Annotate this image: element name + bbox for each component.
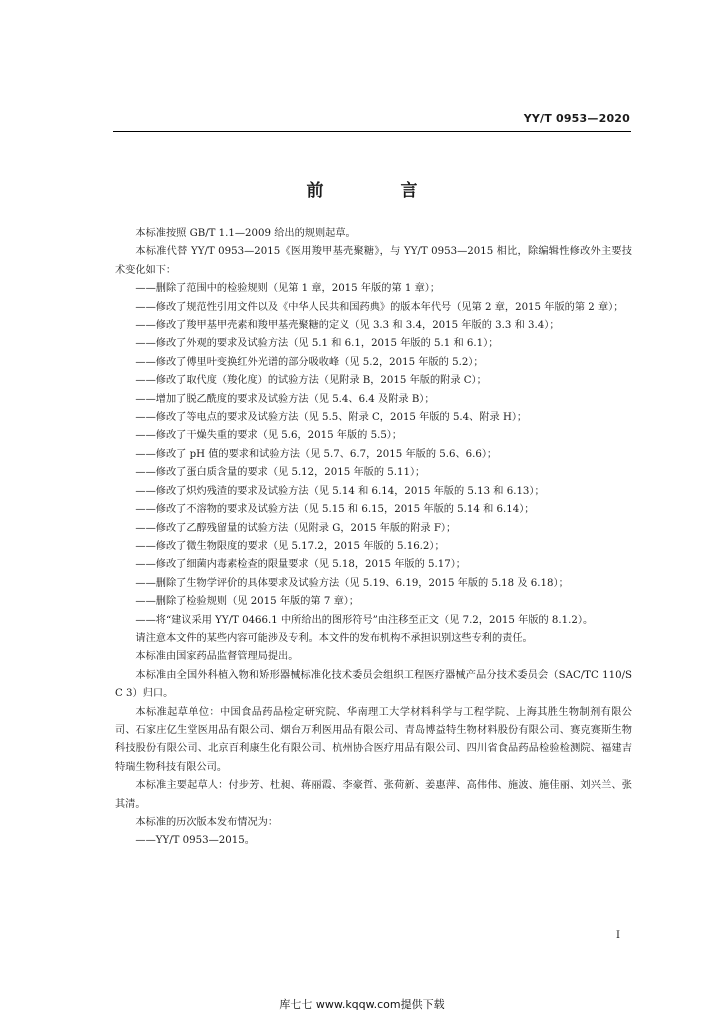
history-item: ——YY/T 0953—2015。 <box>135 835 255 847</box>
change-item: ——修改了干燥失重的要求（见 5.6，2015 年版的 5.5）； <box>135 430 403 442</box>
change-item: ——修改了外观的要求及试验方法（见 5.1 和 6.1，2015 年版的 5.1 和 6.1）； <box>135 338 499 350</box>
paragraph: 请注意本文件的某些内容可能涉及专利。本文件的发布机构不承担识别这些专利的责任。 <box>135 632 533 644</box>
paragraph: 本标准代替 YY/T 0953—2015《医用羧甲基壳聚糖》，与 YY/T 0953—2015 相比，除编辑性修改外主要技术变化如下： <box>115 246 632 276</box>
paragraph: 本标准主要起草人：付步芳、杜昶、蒋丽霞、李豪哲、张荷新、姜惠萍、高伟伟、施波、施佳丽、刘兴兰、张其清。 <box>115 780 632 810</box>
page-title: 前 言 <box>306 181 448 201</box>
change-item: ——修改了规范性引用文件以及《中华人民共和国药典》的版本年代号（见第 2 章，2015 年版的第 2 章）； <box>135 301 624 313</box>
change-item: ——修改了乙醇残留量的试验方法（见附录 G，2015 年版的附录 F）； <box>135 522 457 534</box>
change-item: ——修改了细菌内毒素检查的限量要求（见 5.18，2015 年版的 5.17）； <box>135 559 466 571</box>
paragraph: 本标准由全国外科植入物和矫形器械标准化技术委员会组织工程医疗器械产品分技术委员会（SAC/TC 110/SC 3）归口。 <box>115 669 632 700</box>
change-item: ——修改了蛋白质含量的要求（见 5.12，2015 年版的 5.11）； <box>135 467 426 479</box>
foreword-body <box>115 225 632 851</box>
change-item: ——修改了炽灼残渣的要求及试验方法（见 5.14 和 6.14，2015 年版的 5.13 和 6.13）； <box>135 485 545 497</box>
change-item: ——修改了羧甲基甲壳素和羧甲基壳聚糖的定义（见 3.3 和 3.4，2015 年版的 3.3 和 3.4）； <box>135 320 560 332</box>
change-item: ——增加了脱乙酰度的要求及试验方法（见 5.4、6.4 及附录 B）； <box>135 393 435 405</box>
page-number: I <box>616 930 620 941</box>
paragraph: 本标准的历次版本发布情况为： <box>135 817 279 828</box>
change-item: ——修改了不溶物的要求及试验方法（见 5.15 和 6.15，2015 年版的 5.14 和 6.14）； <box>135 504 535 516</box>
change-item: ——修改了等电点的要求及试验方法（见 5.5、附录 C，2015 年版的 5.4、附录 H）； <box>135 412 528 424</box>
change-item: ——修改了微生物限度的要求（见 5.17.2，2015 年版的 5.16.2）； <box>135 540 445 552</box>
paragraph: 本标准由国家药品监督管理局提出。 <box>135 651 299 663</box>
change-item: ——删除了检验规则（见 2015 年版的第 7 章）； <box>135 596 360 608</box>
footer-download-note: 库七七 www.kqqw.com提供下载 <box>279 998 445 1011</box>
change-item: ——删除了生物学评价的具体要求及试验方法（见 5.19、6.19，2015 年版的 5.18 及 6.18）； <box>135 577 569 589</box>
paragraph: 本标准起草单位：中国食品药品检定研究院、华南理工大学材料科学与工程学院、上海其胜生物制剂有限公司、石家庄亿生堂医用品有限公司、烟台万利医用品有限公司、青岛博益特生物材料股份有限公司、赛克赛斯生物科技股份有限公司、北京百利康生化有限公司、杭州协合医疗用品有限公司、四川省食品药品检验检测院、福建吉特瑞生物科技有限公司。 <box>115 706 632 773</box>
change-item: ——修改了傅里叶变换红外光谱的部分吸收峰（见 5.2，2015 年版的 5.2）； <box>135 356 484 368</box>
change-item: ——将“建议采用 YY/T 0466.1 中所给出的图形符号”由注移至正文（见 7.2，2015 年版的 8.1.2）。 <box>135 614 594 626</box>
standard-code: YY/T 0953—2020 <box>523 112 630 125</box>
change-item: ——修改了取代度（羧化度）的试验方法（见附录 B，2015 年版的附录 C）； <box>135 375 487 387</box>
paragraph: 本标准按照 GB/T 1.1—2009 给出的规则起草。 <box>135 228 356 239</box>
header-rule <box>113 131 631 132</box>
change-item: ——修改了 pH 值的要求和试验方法（见 5.7、6.7，2015 年版的 5.6、6.6）； <box>135 448 498 460</box>
change-item: ——删除了范围中的检验规则（见第 1 章，2015 年版的第 1 章）； <box>135 283 441 295</box>
